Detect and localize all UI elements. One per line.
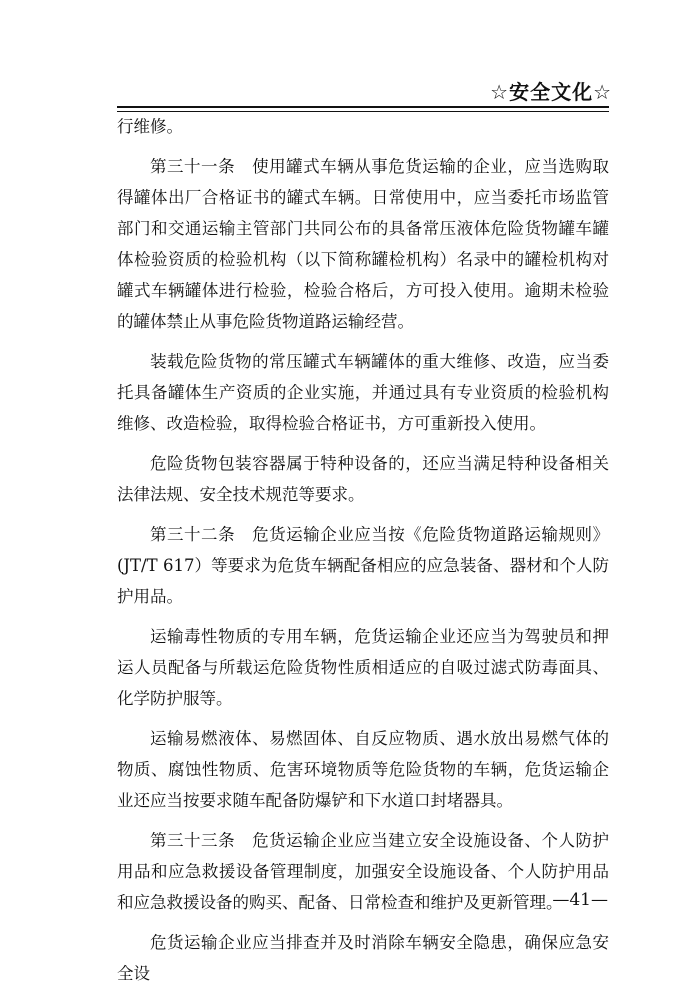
- paragraph-continuation: 行维修。: [117, 117, 183, 136]
- paragraph-hazard-elimination: 危货运输企业应当排查并及时消除车辆安全隐患，确保应急安全设: [117, 933, 609, 983]
- paragraph-article-31: 第三十一条 使用罐式车辆从事危货运输的企业，应当选购取得罐体出厂合格证书的罐式车辆。日常使用中，应当委托市场监管部门和交通运输主管部门共同公布的具备常压液体危险货物罐车罐体检验资质的检验机构（以下简称罐检机构）名录中的罐检机构对罐式车辆罐体进行检验，检验合格后，方可投入使用。逾期未检验的罐体禁止从事危险货物道路运输经营。: [117, 157, 609, 331]
- paragraph-article-33: 第三十三条 危货运输企业应当建立安全设施设备、个人防护用品和应急救援设备管理制度，加强安全设施设备、个人防护用品和应急救援设备的购买、配备、日常检查和维护及更新管理。: [117, 831, 609, 912]
- paragraph-toxic-substances: 运输毒性物质的专用车辆，危货运输企业还应当为驾驶员和押运人员配备与所载运危险货物性质相适应的自吸过滤式防毒面具、化学防护服等。: [117, 627, 609, 708]
- paragraph-flammables: 运输易燃液体、易燃固体、自反应物质、遇水放出易燃气体的物质、腐蚀性物质、危害环境物质等危险货物的车辆，危货运输企业还应当按要求随车配备防爆铲和下水道口封堵器具。: [117, 729, 609, 810]
- header-title: ☆安全文化☆: [490, 80, 612, 104]
- body-text: [117, 111, 609, 989]
- page-number: —41—: [552, 890, 608, 910]
- header-rule-thick: [117, 106, 609, 108]
- paragraph-article-32: 第三十二条 危货运输企业应当按《危险货物道路运输规则》(JT/T 617）等要求为危货车辆配备相应的应急装备、器材和个人防护用品。: [117, 525, 609, 606]
- paragraph-packaging: 危险货物包装容器属于特种设备的，还应当满足特种设备相关法律法规、安全技术规范等要求。: [117, 454, 609, 504]
- paragraph-tank-repair: 装载危险货物的常压罐式车辆罐体的重大维修、改造，应当委托具备罐体生产资质的企业实施，并通过具有专业资质的检验机构维修、改造检验，取得检验合格证书，方可重新投入使用。: [117, 352, 609, 433]
